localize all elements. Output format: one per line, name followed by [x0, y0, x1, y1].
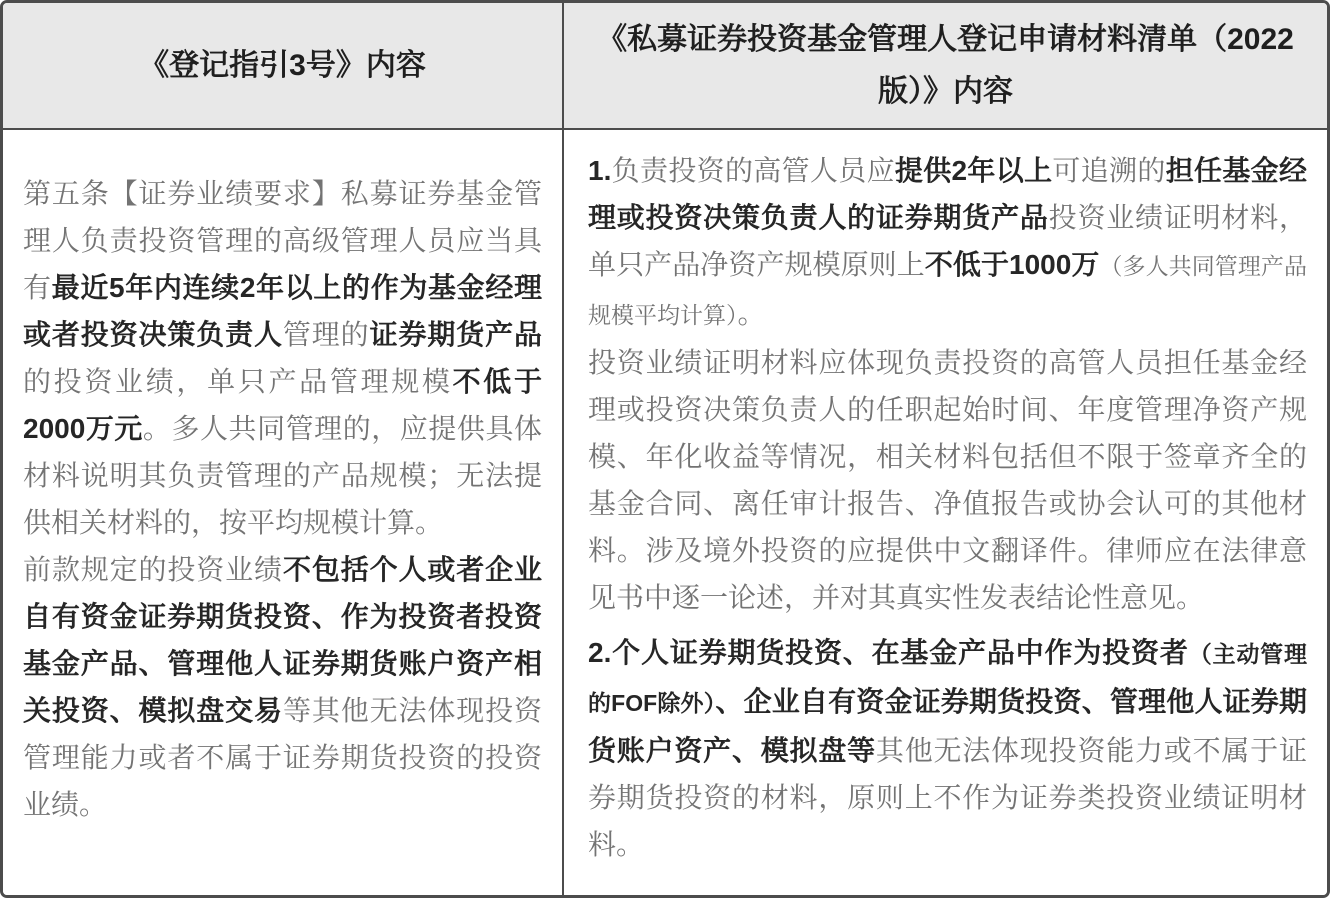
paragraph: [23, 546, 542, 828]
text-run: 其他无法体现投资能力或不属于证券期货投资的材料，原则上不作为证券类投资业绩证明材料。: [588, 735, 1307, 860]
paragraph: [588, 339, 1307, 621]
bold-text-run: （主动管理的FOF除外）: [588, 641, 1307, 716]
bold-text-run: 最近5年内连续2年以上的作为基金经理或者投资决策负责人: [23, 272, 542, 350]
text-run: 前款规定的投资业绩: [23, 554, 283, 585]
body-cell-guideline3-content: [3, 130, 564, 895]
text-run: 管理的: [282, 319, 370, 350]
bold-text-run: 不包括个人或者企业自有资金证券期货投资、作为投资者投资基金产品、管理他人证券期货账户资产相关投资、模拟盘交易: [23, 554, 542, 726]
paragraph: [588, 147, 1307, 339]
header-title-checklist-2022: 《私募证券投资基金管理人登记申请材料清单（2022版）》内容: [597, 22, 1294, 108]
text-run: 负责投资的高管人员应: [611, 155, 895, 186]
text-run: 。: [737, 298, 766, 329]
text-run: 可追溯的: [1052, 155, 1166, 186]
text-run: 第五条【证券业绩要求】私募证券基金管理人负责投资管理的高级管理人员应当具有: [23, 178, 542, 303]
body-cell-checklist-content: [564, 130, 1327, 895]
text-run: 等其他无法体现投资管理能力或者不属于证券期货投资的投资业绩。: [23, 695, 542, 820]
text-run: （多人共同管理产品规模平均计算）: [588, 253, 1307, 328]
text-run: 投资业绩证明材料应体现负责投资的高管人员担任基金经理或投资决策负责人的任职起始时间、年度管理净资产规模、年化收益等情况，相关材料包括但不限于签章齐全的基金合同、离任审计报告、净值报告或协会认可的其他材料。涉及境外投资的应提供中文翻译件。律师应在法律意见书中逐一论述，并对其真实性发表结论性意见。: [588, 347, 1307, 613]
bold-text-run: 1.: [588, 155, 612, 186]
bold-text-run: 担任基金经理或投资决策负责人的证券期货产品: [588, 155, 1307, 233]
paragraph: [588, 629, 1307, 868]
header-title-guideline3: 《登记指引3号》内容: [139, 48, 426, 82]
paragraph: [23, 170, 542, 546]
bold-text-run: 证券期货产品: [369, 319, 542, 350]
bold-text-run: 提供2年以上: [894, 155, 1053, 186]
text-run: 投资业绩证明材料，单只产品净资产规模原则上: [588, 202, 1307, 280]
bold-text-run: 个人证券期货投资、在基金产品中作为投资者: [611, 637, 1189, 668]
bold-text-run: 不低于2000万元: [23, 366, 542, 444]
header-cell-guideline3: [3, 3, 564, 130]
header-cell-checklist-2022: [564, 3, 1327, 130]
bold-text-run: 、企业自有资金证券期货投资、管理他人证券期货账户资产、模拟盘等: [588, 686, 1307, 766]
bold-text-run: 2.: [588, 637, 612, 668]
text-run: 。多人共同管理的，应提供具体材料说明其负责管理的产品规模；无法提供相关材料的，按平均规模计算。: [23, 413, 542, 538]
text-run: 的投资业绩，单只产品管理规模: [23, 366, 453, 397]
bold-text-run: 不低于1000万: [924, 249, 1100, 280]
